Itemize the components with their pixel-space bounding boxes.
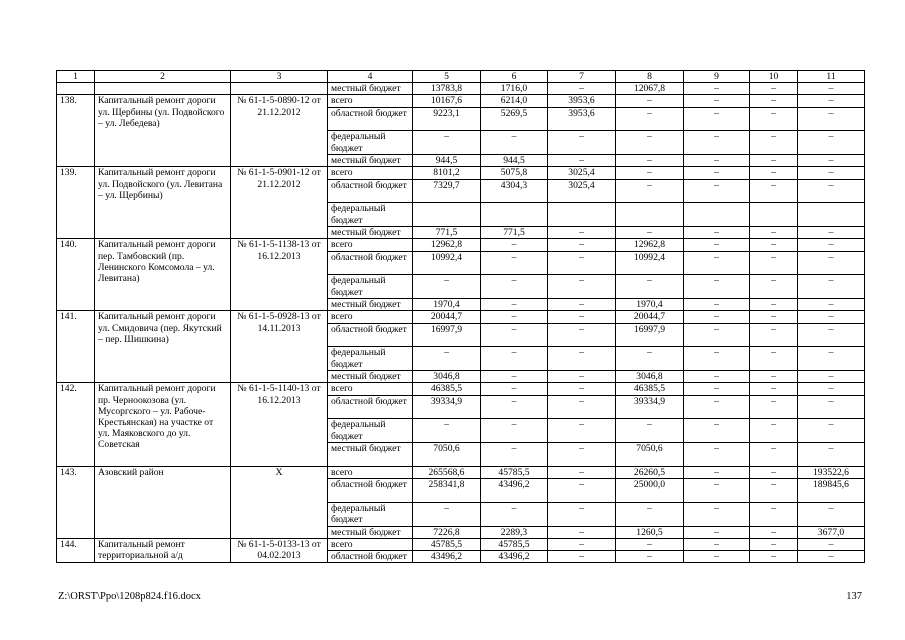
budget-type-cell: областной бюджет [328,323,413,347]
value-cell: – [616,275,684,299]
registration-cell: № 61-1-5-0928-13 от 14.11.2013 [231,311,328,383]
column-header: 3 [231,71,328,83]
value-cell: – [798,251,865,275]
value-cell: – [684,155,750,167]
object-name-cell [95,83,231,95]
budget-type-cell: федеральный бюджет [328,203,413,227]
budget-type-cell: областной бюджет [328,251,413,275]
value-cell: – [798,443,865,467]
value-cell: 25000,0 [616,479,684,503]
value-cell: – [750,311,798,323]
value-cell: 6214,0 [481,95,548,107]
value-cell: – [548,503,616,527]
value-cell: – [481,347,548,371]
column-header: 1 [57,71,95,83]
value-cell: – [481,323,548,347]
value-cell: – [548,275,616,299]
value-cell: – [798,227,865,239]
value-cell: – [548,551,616,563]
budget-type-cell: местный бюджет [328,371,413,383]
value-cell: 43496,2 [413,551,481,563]
value-cell: – [548,83,616,95]
value-cell: – [750,551,798,563]
value-cell: – [413,419,481,443]
value-cell: – [750,323,798,347]
value-cell: 16997,9 [413,323,481,347]
table-row [57,95,865,107]
value-cell: – [684,395,750,419]
value-cell: – [684,131,750,155]
budget-type-cell: областной бюджет [328,179,413,203]
value-cell [481,203,548,227]
value-cell: – [616,107,684,131]
value-cell: 3025,4 [548,179,616,203]
value-cell: 944,5 [413,155,481,167]
value-cell: – [616,131,684,155]
value-cell: – [750,251,798,275]
value-cell: – [684,227,750,239]
value-cell: 10167,6 [413,95,481,107]
value-cell: – [750,299,798,311]
value-cell: – [684,503,750,527]
value-cell: 1970,4 [616,299,684,311]
budget-type-cell: местный бюджет [328,299,413,311]
value-cell: – [798,239,865,251]
value-cell: 771,5 [413,227,481,239]
value-cell: 45785,5 [413,539,481,551]
object-name-cell: Капитальный ремонт дороги ул. Смидовича (пер. Якутский – пер. Шишкина) [95,311,231,383]
budget-type-cell: всего [328,383,413,395]
value-cell [413,203,481,227]
value-cell [798,203,865,227]
value-cell: – [548,347,616,371]
registration-cell: Х [231,467,328,539]
budget-type-cell: всего [328,239,413,251]
value-cell: – [798,323,865,347]
value-cell: 2289,3 [481,526,548,538]
column-header: 6 [481,71,548,83]
value-cell: 4304,3 [481,179,548,203]
table-row [57,383,865,395]
page-number: 137 [846,591,862,602]
value-cell: – [481,275,548,299]
value-cell: 10992,4 [616,251,684,275]
value-cell: – [684,95,750,107]
budget-type-cell: федеральный бюджет [328,131,413,155]
value-cell: – [798,371,865,383]
value-cell: – [481,299,548,311]
value-cell: – [750,467,798,479]
column-header: 9 [684,71,750,83]
value-cell: 10992,4 [413,251,481,275]
value-cell: – [548,227,616,239]
value-cell [750,203,798,227]
value-cell: 3046,8 [413,371,481,383]
value-cell: – [798,311,865,323]
budget-table [56,70,865,563]
value-cell: 1970,4 [413,299,481,311]
value-cell: – [481,311,548,323]
table-row [57,239,865,251]
value-cell: – [684,251,750,275]
budget-type-cell: областной бюджет [328,479,413,503]
value-cell: – [616,347,684,371]
budget-type-cell: областной бюджет [328,395,413,419]
value-cell: – [481,443,548,467]
value-cell: – [481,251,548,275]
budget-type-cell: федеральный бюджет [328,419,413,443]
value-cell: – [798,155,865,167]
value-cell: 45785,5 [481,539,548,551]
value-cell: – [750,347,798,371]
number-cell [57,83,95,95]
value-cell: – [750,95,798,107]
value-cell: 3046,8 [616,371,684,383]
value-cell: – [798,131,865,155]
value-cell: – [548,443,616,467]
table-row [57,539,865,551]
value-cell: – [750,395,798,419]
budget-type-cell: федеральный бюджет [328,503,413,527]
budget-type-cell: местный бюджет [328,83,413,95]
value-cell: 5269,5 [481,107,548,131]
number-cell: 140. [57,239,95,311]
value-cell: – [548,371,616,383]
value-cell: 3677,0 [798,526,865,538]
value-cell: – [548,526,616,538]
value-cell: – [750,526,798,538]
value-cell: 12962,8 [616,239,684,251]
value-cell: – [684,479,750,503]
number-cell: 143. [57,467,95,539]
value-cell: – [684,383,750,395]
registration-cell: № 61-1-5-1140-13 от 16.12.2013 [231,383,328,467]
value-cell: 8101,2 [413,167,481,179]
value-cell: 3953,6 [548,107,616,131]
value-cell: – [481,419,548,443]
value-cell: – [684,323,750,347]
value-cell: 7050,6 [616,443,684,467]
value-cell: – [798,347,865,371]
value-cell: 9223,1 [413,107,481,131]
column-header: 7 [548,71,616,83]
value-cell: – [684,83,750,95]
value-cell: 26260,5 [616,467,684,479]
value-cell: – [616,179,684,203]
value-cell: – [750,155,798,167]
value-cell: – [684,179,750,203]
value-cell: 771,5 [481,227,548,239]
value-cell: – [684,239,750,251]
value-cell: – [548,383,616,395]
budget-type-cell: областной бюджет [328,551,413,563]
value-cell: – [798,383,865,395]
value-cell: 265568,6 [413,467,481,479]
value-cell: – [750,539,798,551]
number-cell: 144. [57,539,95,563]
value-cell: – [750,419,798,443]
value-cell: – [548,251,616,275]
value-cell: – [798,503,865,527]
value-cell: 46385,5 [616,383,684,395]
value-cell: – [413,347,481,371]
value-cell: – [413,275,481,299]
value-cell: – [750,443,798,467]
footer-file-path: Z:\ORST\Ppo\1208p824.f16.docx [58,591,201,602]
value-cell: – [750,83,798,95]
value-cell: – [798,83,865,95]
table-row [57,83,865,95]
registration-cell: № 61-1-5-1138-13 от 16.12.2013 [231,239,328,311]
value-cell: – [481,131,548,155]
budget-type-cell: местный бюджет [328,526,413,538]
value-cell: – [548,467,616,479]
value-cell: – [750,239,798,251]
value-cell: 7226,8 [413,526,481,538]
value-cell: 193522,6 [798,467,865,479]
value-cell: – [750,371,798,383]
column-header: 5 [413,71,481,83]
value-cell: – [481,383,548,395]
column-header: 10 [750,71,798,83]
value-cell [548,203,616,227]
value-cell: – [548,395,616,419]
value-cell: – [798,167,865,179]
value-cell: 1260,5 [616,526,684,538]
value-cell: – [616,419,684,443]
value-cell: – [684,539,750,551]
budget-type-cell: всего [328,311,413,323]
value-cell: – [750,179,798,203]
value-cell: – [684,107,750,131]
value-cell: 3953,6 [548,95,616,107]
value-cell: – [750,275,798,299]
budget-type-cell: федеральный бюджет [328,275,413,299]
budget-type-cell: всего [328,467,413,479]
value-cell: – [413,131,481,155]
value-cell: – [548,155,616,167]
value-cell: – [684,467,750,479]
value-cell: – [750,383,798,395]
value-cell: 43496,2 [481,551,548,563]
value-cell: – [548,131,616,155]
value-cell: – [684,371,750,383]
value-cell: – [548,539,616,551]
column-header: 8 [616,71,684,83]
value-cell: – [750,107,798,131]
value-cell: – [798,551,865,563]
value-cell: – [548,323,616,347]
value-cell: – [481,503,548,527]
value-cell: – [750,167,798,179]
column-header: 2 [95,71,231,83]
column-header: 4 [328,71,413,83]
value-cell [616,203,684,227]
value-cell: – [684,443,750,467]
value-cell: – [481,395,548,419]
value-cell: 39334,9 [616,395,684,419]
value-cell: 258341,8 [413,479,481,503]
value-cell: – [548,239,616,251]
value-cell: 3025,4 [548,167,616,179]
value-cell: – [684,419,750,443]
budget-type-cell: областной бюджет [328,107,413,131]
registration-cell [231,83,328,95]
object-name-cell: Капитальный ремонт территориальной а/д [95,539,231,563]
value-cell: – [750,503,798,527]
value-cell: 16997,9 [616,323,684,347]
value-cell: – [798,539,865,551]
value-cell: – [616,539,684,551]
value-cell: – [798,179,865,203]
value-cell: – [413,503,481,527]
value-cell: – [684,299,750,311]
object-name-cell: Азовский район [95,467,231,539]
value-cell: 39334,9 [413,395,481,419]
number-cell: 139. [57,167,95,239]
value-cell: – [798,275,865,299]
budget-type-cell: местный бюджет [328,443,413,467]
value-cell: 944,5 [481,155,548,167]
value-cell: – [750,131,798,155]
budget-type-cell: федеральный бюджет [328,347,413,371]
value-cell: – [616,95,684,107]
value-cell: – [548,311,616,323]
value-cell: – [750,479,798,503]
value-cell: 12962,8 [413,239,481,251]
value-cell: 45785,5 [481,467,548,479]
value-cell [684,203,750,227]
number-cell: 141. [57,311,95,383]
value-cell: – [616,167,684,179]
value-cell: 20044,7 [616,311,684,323]
budget-type-cell: всего [328,167,413,179]
value-cell: – [798,299,865,311]
value-cell: – [798,419,865,443]
table-row [57,167,865,179]
object-name-cell: Капитальный ремонт дороги ул. Подвойского (ул. Левитана – ул. Щербины) [95,167,231,239]
column-header: 11 [798,71,865,83]
budget-type-cell: всего [328,95,413,107]
value-cell: – [616,551,684,563]
value-cell: 43496,2 [481,479,548,503]
value-cell: 5075,8 [481,167,548,179]
budget-type-cell: местный бюджет [328,227,413,239]
value-cell: 7329,7 [413,179,481,203]
budget-type-cell: всего [328,539,413,551]
value-cell: – [481,239,548,251]
value-cell: 46385,5 [413,383,481,395]
header-row [57,71,865,83]
value-cell: – [684,526,750,538]
registration-cell: № 61-1-5-0133-13 от 04.02.2013 [231,539,328,563]
object-name-cell: Капитальный ремонт дороги пер. Тамбовский (пр. Ленинского Комсомола – ул. Левитана) [95,239,231,311]
value-cell: 13783,8 [413,83,481,95]
value-cell: 20044,7 [413,311,481,323]
value-cell: – [798,395,865,419]
value-cell: – [684,347,750,371]
object-name-cell: Капитальный ремонт дороги ул. Щербины (ул. Подвойского – ул. Лебедева) [95,95,231,167]
registration-cell: № 61-1-5-0890-12 от 21.12.2012 [231,95,328,167]
value-cell: – [616,227,684,239]
value-cell: – [684,275,750,299]
value-cell: – [616,503,684,527]
value-cell: – [684,551,750,563]
value-cell: – [548,419,616,443]
value-cell: – [616,155,684,167]
value-cell: – [684,311,750,323]
budget-type-cell: местный бюджет [328,155,413,167]
number-cell: 142. [57,383,95,467]
value-cell: 12067,8 [616,83,684,95]
value-cell: – [750,227,798,239]
value-cell: – [548,479,616,503]
object-name-cell: Капитальный ремонт дороги пр. Черноокозова (ул. Мусоргского – ул. Рабоче-Крестьянская) на участке от ул. Маяковского до ул. Советская [95,383,231,467]
value-cell: 1716,0 [481,83,548,95]
table-row [57,467,865,479]
table-row [57,311,865,323]
number-cell: 138. [57,95,95,167]
value-cell: – [481,371,548,383]
value-cell: – [684,167,750,179]
value-cell: – [798,107,865,131]
registration-cell: № 61-1-5-0901-12 от 21.12.2012 [231,167,328,239]
value-cell: 7050,6 [413,443,481,467]
value-cell: – [548,299,616,311]
value-cell: 189845,6 [798,479,865,503]
value-cell: – [798,95,865,107]
